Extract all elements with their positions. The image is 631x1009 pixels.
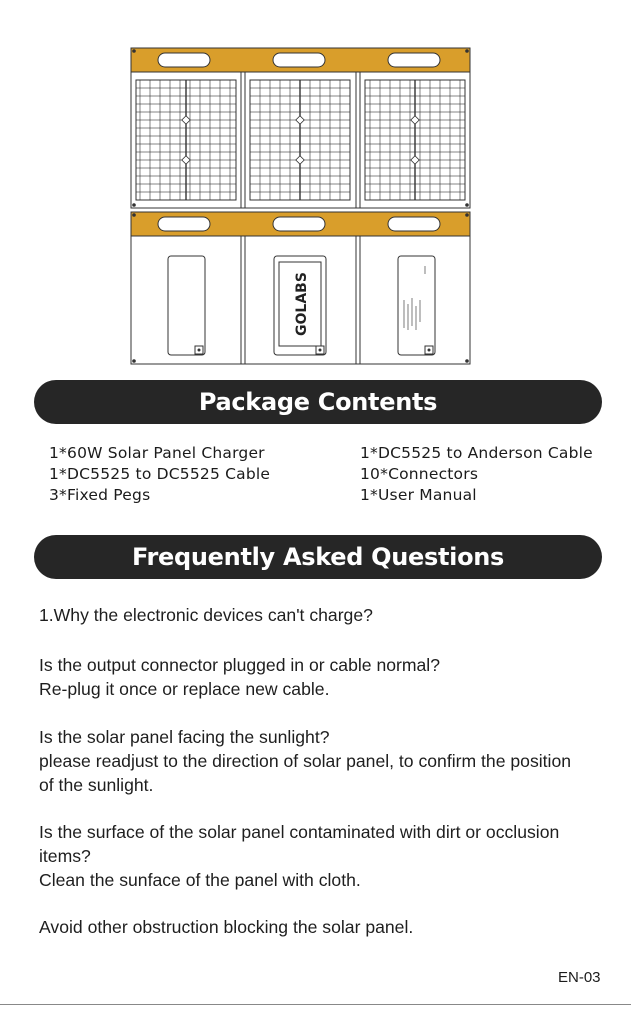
faq-answer-block	[39, 725, 599, 797]
solar-panel-illustration	[0, 0, 631, 375]
panel-front-view	[131, 48, 470, 208]
faq-line: of the sunlight.	[39, 775, 154, 795]
brand-logo: GOLABS	[294, 272, 310, 336]
faq-line: Avoid other obstruction blocking the solar panel.	[39, 917, 414, 937]
faq-line: Re-plug it once or replace new cable.	[39, 679, 330, 699]
faq-line: items?	[39, 846, 91, 866]
faq-line: Clean the sunface of the panel with cloth.	[39, 870, 361, 890]
page-number: EN-03	[558, 969, 601, 986]
package-item: 10*Connectors	[360, 465, 479, 483]
package-item: 1*DC5525 to Anderson Cable	[360, 444, 593, 462]
faq-answer-block	[39, 915, 599, 939]
package-item: 1*60W Solar Panel Charger	[49, 444, 265, 462]
package-list-left	[49, 443, 270, 506]
package-item: 1*User Manual	[360, 486, 477, 504]
package-item: 3*Fixed Pegs	[49, 486, 151, 504]
faq-answer-block	[39, 653, 599, 701]
faq-line: Is the output connector plugged in or cable normal?	[39, 655, 441, 675]
panel-back-view	[131, 212, 470, 364]
faq-line: Is the surface of the solar panel contaminated with dirt or occlusion	[39, 822, 560, 842]
faq-line: Is the solar panel facing the sunlight?	[39, 727, 330, 747]
package-list-right	[360, 443, 593, 506]
package-contents-heading: Package Contents	[34, 380, 602, 424]
faq-answer-block	[39, 820, 599, 892]
faq-heading: Frequently Asked Questions	[34, 535, 602, 579]
faq-line: please readjust to the direction of solar panel, to confirm the position	[39, 751, 572, 771]
faq-question: 1.Why the electronic devices can't charge?	[39, 605, 373, 625]
package-item: 1*DC5525 to DC5525 Cable	[49, 465, 271, 483]
footer-divider	[0, 1004, 631, 1005]
